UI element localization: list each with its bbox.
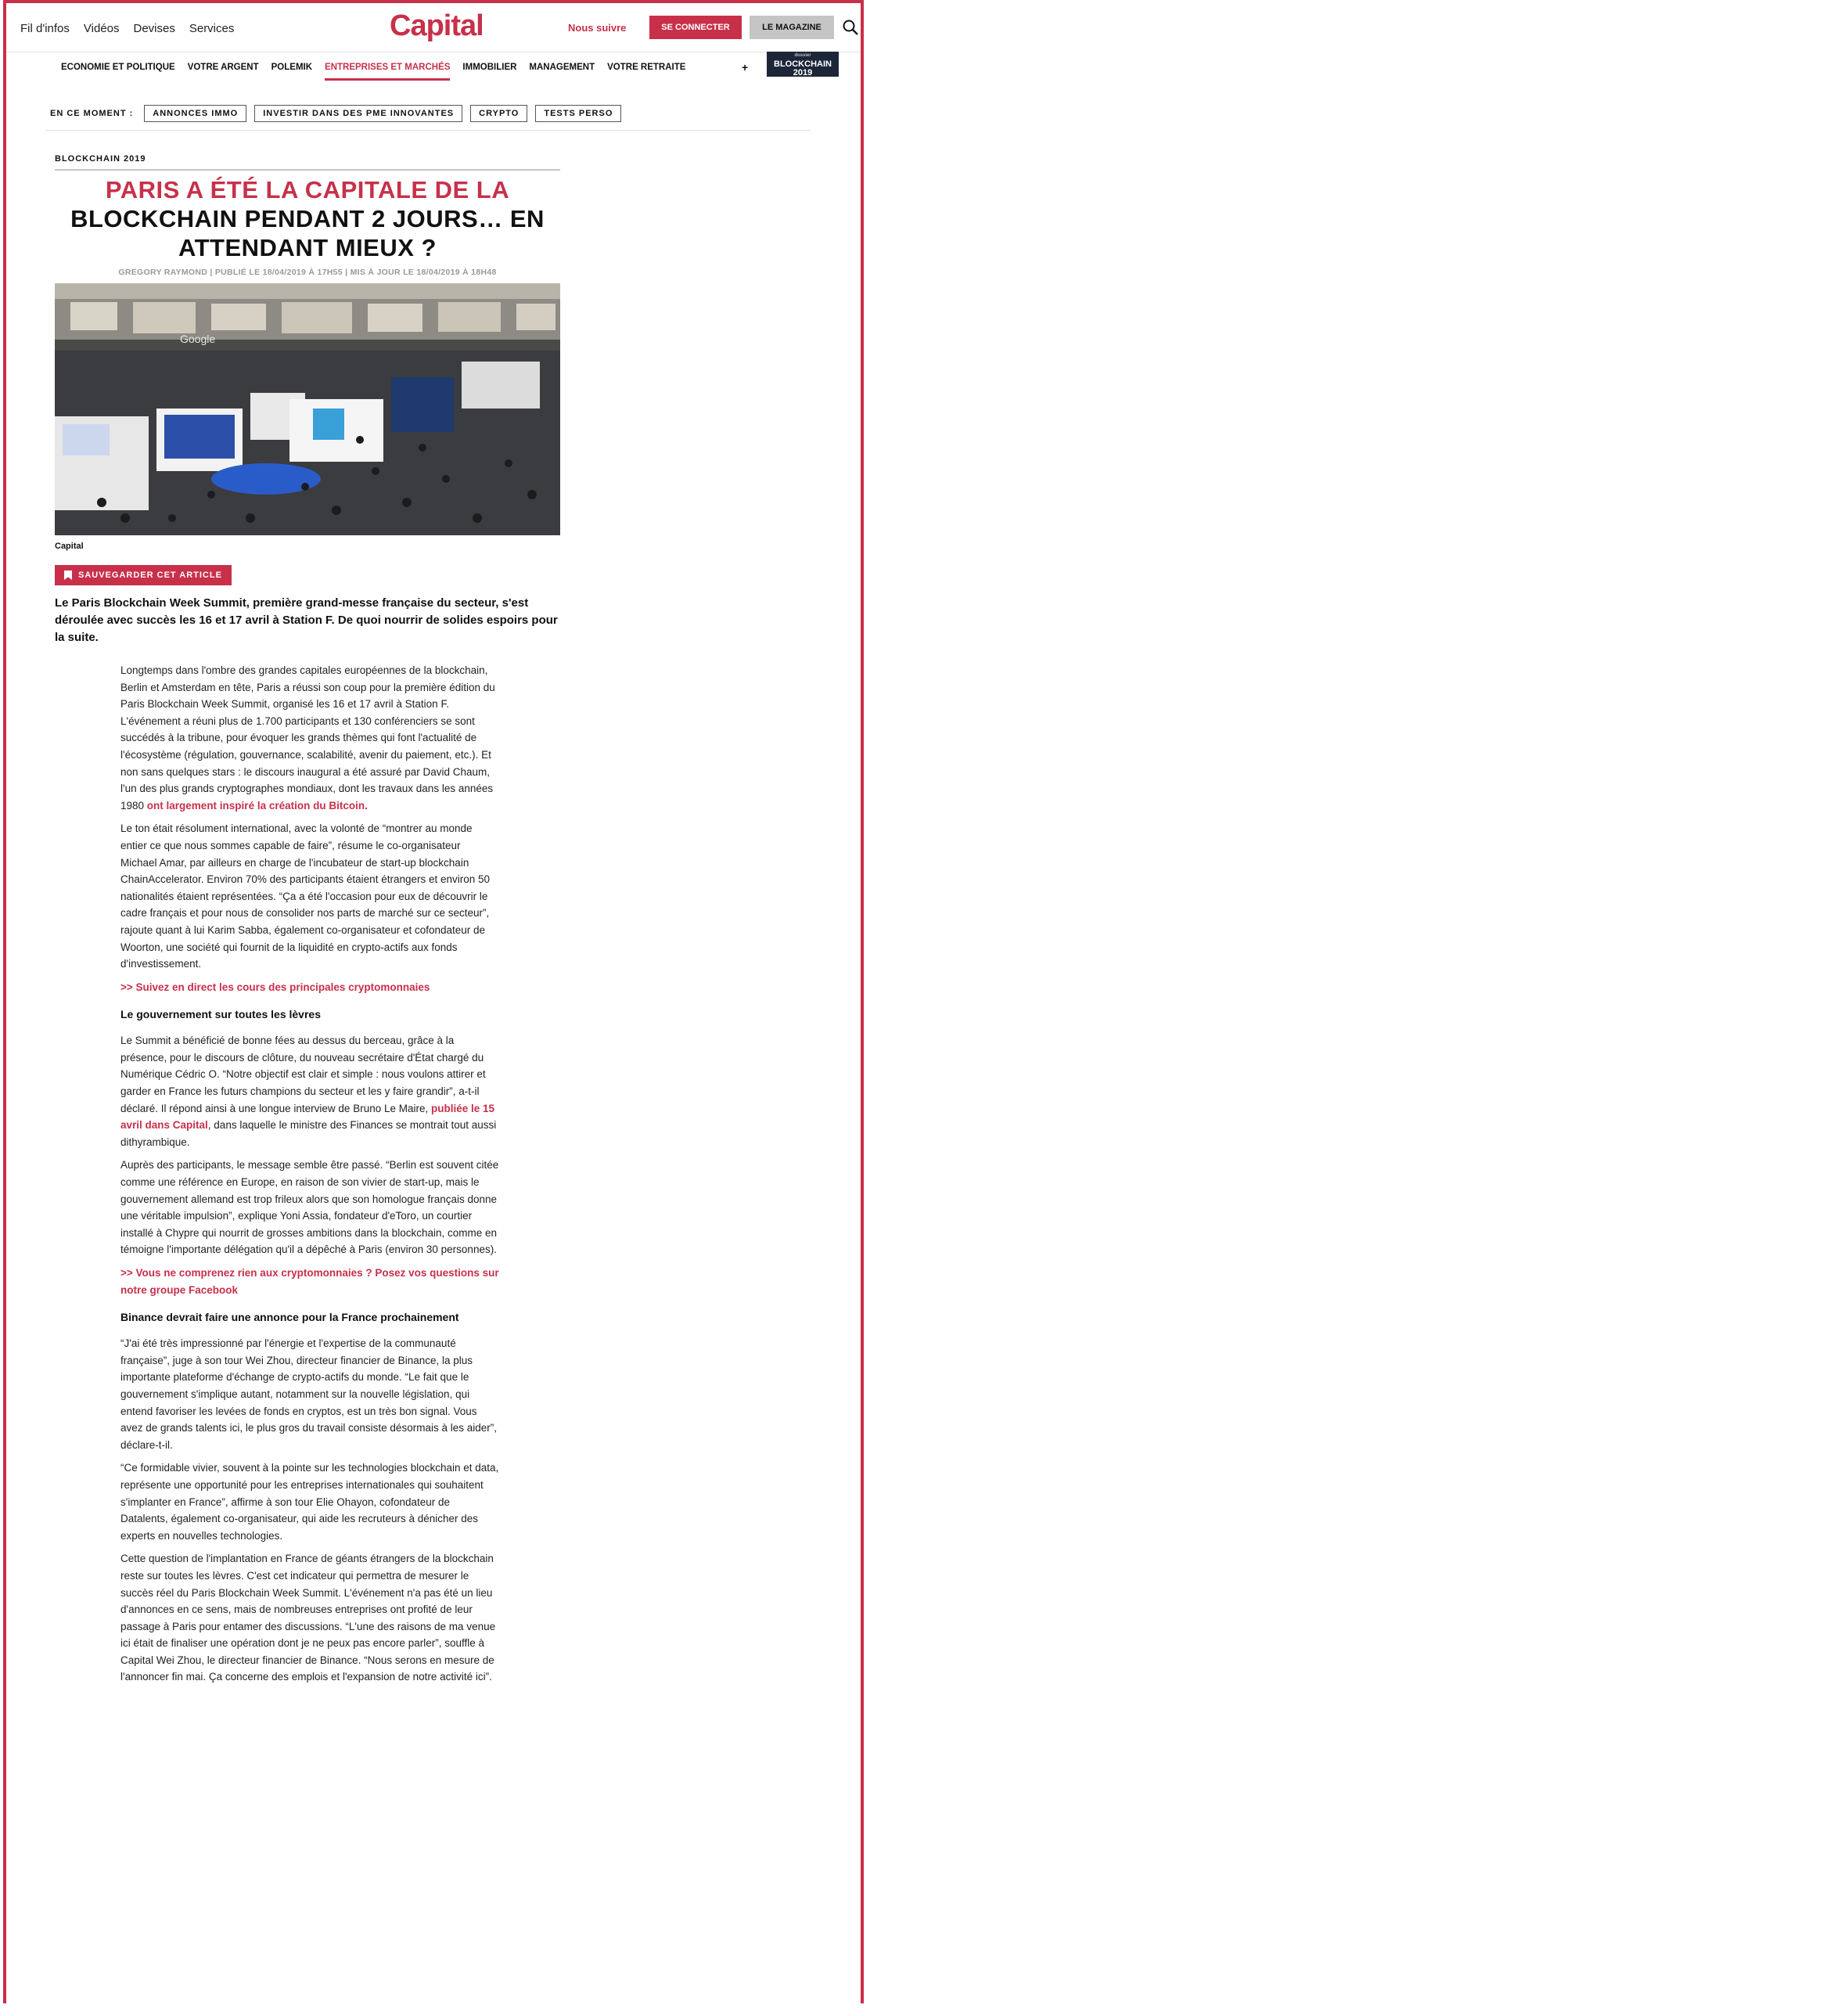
updated-date: MIS À JOUR LE 18/04/2019 À 18H48 <box>350 268 497 277</box>
tag-investir-pme[interactable]: INVESTIR DANS DES PME INNOVANTES <box>254 105 462 122</box>
banner-year: 2019 <box>793 67 813 77</box>
paragraph-text-end: , dans laquelle le ministre des Finances se montrait tout aussi dithyrambique. <box>120 1119 497 1148</box>
article-lead: Le Paris Blockchain Week Summit, première grand-messe française du secteur, s'est déroulée avec succès les 16 et 17 avril à Station F. De quoi nourrir de solides espoirs pour la suite. <box>55 596 558 644</box>
article-kicker[interactable]: BLOCKCHAIN 2019 <box>55 154 146 164</box>
title-black-part: BLOCKCHAIN PENDANT 2 JOURS… EN ATTENDANT MIEUX ? <box>70 205 545 261</box>
top-link-fil-infos[interactable]: Fil d'infos <box>20 22 70 35</box>
crypto-prices-link[interactable]: >> Suivez en direct les cours des principales cryptomonnaies <box>120 981 430 993</box>
article-body <box>120 662 499 1692</box>
paragraph: Le ton était résolument international, avec la volonté de “montrer au monde entier ce que nous sommes capable de faire”, résume le co-organisateur Michael Amar, par ailleurs en charge de l'incubateur de start-up blockchain ChainAccelerator. Environ 70% des participants étaient étrangers et environ 50 nationalités étaient représentées. “Ça a été l'occasion pour eux de découvrir le cadre français et pour nous de consolider nos parts de marché sur ce secteur”, rajoute quant à lui Karim Sabba, également co-organisateur et cofondateur de Woorton, une société qui fournit de la liquidité en crypto-actifs aux fonds d'investissement. <box>120 822 491 970</box>
search-icon[interactable] <box>842 19 859 36</box>
nav-item-retraite[interactable]: VOTRE RETRAITE <box>607 63 686 72</box>
paragraph: Cette question de l'implantation en France de géants étrangers de la blockchain reste sur toutes les lèvres. C'est cet indicateur qui permettra de mesurer le succès réel du Paris Blockchain Week Summit. L'événement n'a pas été un lieu d'annonces en ce sens, mais de nombreuses entreprises ont profité de leur passage à Paris pour entamer des discussions. “L'une des raisons de ma venue ici était de finaliser une opération dont je ne peux pas encore parler”, souffle à Capital Wei Zhou, le directeur financier de Binance. “Nous serons en mesure de l'annoncer fin mai. Ça concerne des emplois et l'expansion de notre activité ici”. <box>120 1553 496 1683</box>
photo-google-sign: Google <box>180 333 216 345</box>
paragraph-text: Longtemps dans l'ombre des grandes capitales européennes de la blockchain, Berlin et Amsterdam en tête, Paris a réussi son coup pour la première édition du Paris Blockchain Week Summit, organisé les 16 et 17 avril à Station F. L'événement a réuni plus de 1.700 participants et 130 conférenciers se sont succédés à la tribune, pour évoquer les grands thèmes qui font l'actualité de l'écosystème (régulation, gouvernance, scalabilité, avenir du paiement, etc.). Et non sans quelques stars : le discours inaugural a été assuré par David Chaum, l'un des plus grands cryptographes mondiaux, dont les travaux dans les années 1980 <box>120 664 495 812</box>
bookmark-icon <box>64 570 72 580</box>
nav-more-button[interactable]: + <box>742 61 749 74</box>
login-button[interactable]: SE CONNECTER <box>649 16 742 39</box>
paragraph: Auprès des participants, le message semble être passé. “Berlin est souvent citée comme une référence en Europe, en raison de son vivier de start-up, mais le gouvernement allemand est trop frileux alors que son homologue français donne une véritable impulsion”, explique Yoni Assia, fondateur d'eToro, un courtier installé à Chypre qui nourrit de grosses ambitions dans la blockchain, comme en témoigne l'importante délégation qu'il a dépêché à Paris (environ 30 personnes). <box>120 1159 499 1256</box>
nav-item-entreprises[interactable]: ENTREPRISES ET MARCHÉS <box>325 63 450 81</box>
facebook-group-link[interactable]: >> Vous ne comprenez rien aux cryptomonnaies ? Posez vos questions sur notre groupe Facebook <box>120 1267 499 1296</box>
banner-small-text: dossier <box>794 52 811 58</box>
main-nav <box>61 63 685 81</box>
top-links <box>20 22 234 35</box>
nav-item-management[interactable]: MANAGEMENT <box>529 63 595 72</box>
paragraph: “Ce formidable vivier, souvent à la pointe sur les technologies blockchain et data, représente une opportunité pour les entreprises internationales qui souhaitent s'implanter en France”, affirme à son tour Elie Ohayon, cofondateur de Datalents, également co-organisateur, qui aide les recruteurs à dénicher des experts en nouvelles technologies. <box>120 1462 499 1542</box>
blockchain-banner[interactable] <box>767 52 839 77</box>
conference-hall-image <box>55 283 560 535</box>
magazine-button[interactable]: LE MAGAZINE <box>750 16 834 39</box>
title-red-part: PARIS A ÉTÉ LA CAPITALE DE LA <box>105 176 510 203</box>
top-bar <box>6 3 861 52</box>
tag-annonces-immo[interactable]: ANNONCES IMMO <box>144 105 246 122</box>
page-frame <box>3 0 864 2003</box>
site-logo[interactable]: Capital <box>390 9 484 42</box>
top-link-devises[interactable]: Devises <box>133 22 175 35</box>
article-title <box>55 175 560 262</box>
bottom-fade <box>6 1894 861 2003</box>
tag-crypto[interactable]: CRYPTO <box>470 105 527 122</box>
published-date: PUBLIÉ LE 18/04/2019 À 17H55 <box>214 268 343 277</box>
nav-item-immobilier[interactable]: IMMOBILIER <box>462 63 517 72</box>
top-link-services[interactable]: Services <box>189 22 235 35</box>
top-link-videos[interactable]: Vidéos <box>83 22 120 35</box>
article-photo <box>55 283 560 535</box>
paragraph-text: Le Summit a bénéficié de bonne fées au dessus du berceau, grâce à la présence, pour le discours de clôture, du nouveau secrétaire d'État chargé du Numérique Cédric O. “Notre objectif est clair et simple : nous voulons attirer et garder en France les futurs champions du secteur et les y faire grandir”, a-t-il déclaré. Il répond ainsi à une longue interview de Bruno Le Maire, <box>120 1035 486 1114</box>
byline: GREGORY RAYMOND | PUBLIÉ LE 18/04/2019 À 17H55 | MIS À JOUR LE 18/04/2019 À 18H48 <box>118 268 497 277</box>
save-article-label: SAUVEGARDER CET ARTICLE <box>78 570 222 580</box>
photo-caption: Capital <box>55 542 84 551</box>
kicker-divider <box>55 169 560 171</box>
author[interactable]: GREGORY RAYMOND <box>118 268 208 277</box>
trending-label: EN CE MOMENT : <box>50 109 134 118</box>
subheading: Binance devrait faire une annonce pour la France prochainement <box>120 1311 459 1324</box>
save-article-button[interactable] <box>55 565 232 585</box>
interview-link[interactable]: publiée le 15 avril dans Capital <box>120 1102 495 1132</box>
nav-item-votre-argent[interactable]: VOTRE ARGENT <box>187 63 259 72</box>
divider <box>45 130 811 131</box>
subheading: Le gouvernement sur toutes les lèvres <box>120 1008 321 1021</box>
follow-link[interactable]: Nous suivre <box>568 22 627 34</box>
paragraph <box>120 662 499 814</box>
nav-item-economie[interactable]: ECONOMIE ET POLITIQUE <box>61 63 175 72</box>
trending-tags <box>50 105 621 122</box>
bitcoin-link[interactable]: ont largement inspiré la création du Bitcoin. <box>146 799 368 812</box>
nav-item-polemik[interactable]: POLEMIK <box>271 63 313 72</box>
paragraph <box>120 1032 499 1150</box>
paragraph: “J'ai été très impressionné par l'énergie et l'expertise de la communauté française”, juge à son tour Wei Zhou, directeur financier de Binance, la plus importante plateforme d'échange de crypto-actifs du monde. “Le fait que le gouvernement s'implique autant, notamment sur la nouvelle législation, qui entend favoriser les levées de fonds en cryptos, est un très bon signal. Vous avez de grands talents ici, le plus gros du travail consiste désormais à les aider”, déclare-t-il. <box>120 1337 497 1451</box>
banner-title: BLOCKCHAIN <box>774 59 832 69</box>
tag-tests-perso[interactable]: TESTS PERSO <box>535 105 621 122</box>
